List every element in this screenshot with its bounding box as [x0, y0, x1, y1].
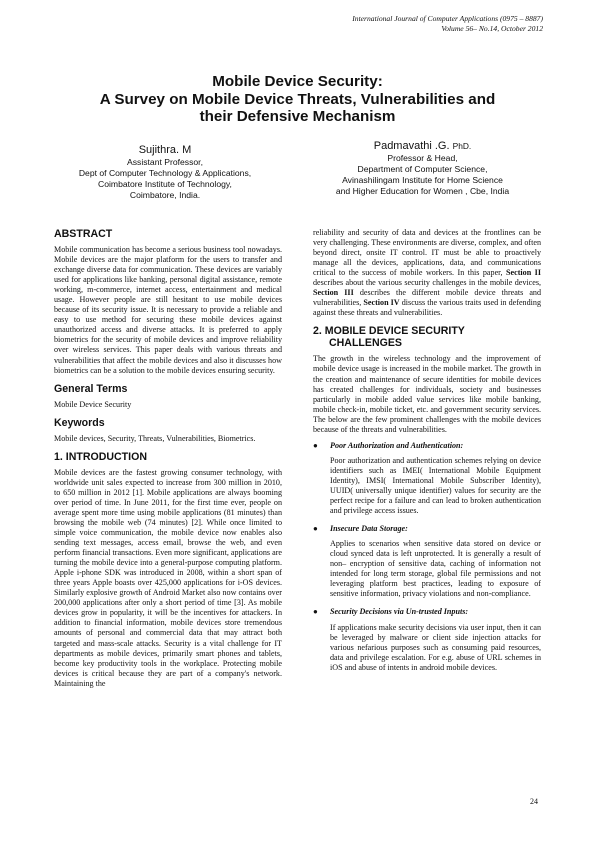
page-number: 24	[530, 797, 538, 806]
author-2-name: Padmavathi .G.	[373, 140, 450, 152]
journal-name: International Journal of Computer Applications (0975 – 8887)	[352, 14, 543, 23]
left-column	[54, 228, 282, 693]
author-2-degree: PhD.	[452, 141, 472, 151]
abstract-heading: ABSTRACT	[54, 228, 113, 240]
section-2-heading	[313, 325, 541, 349]
intro-continued-b: describes about the various security challenges in the mobile devices,	[313, 278, 541, 288]
section-2-heading-line-1: 2. MOBILE DEVICE SECURITY	[313, 325, 465, 338]
author-2-name-line	[300, 140, 545, 153]
author-2-location: and Higher Education for Women , Cbe, India	[335, 186, 510, 196]
bullet-title: Security Decisions via Un-trusted Inputs:	[330, 607, 469, 617]
title-line-1: Mobile Device Security:	[212, 73, 383, 90]
section-iv-ref: Section IV	[363, 298, 400, 308]
bullet-item	[313, 441, 541, 451]
general-terms-text: Mobile Device Security	[54, 399, 132, 409]
keywords-text: Mobile devices, Security, Threats, Vulnerabilities, Biometrics.	[54, 433, 256, 443]
author-1-location: Coimbatore, India.	[129, 190, 201, 200]
title-line-3: their Defensive Mechanism	[199, 108, 396, 126]
introduction-text: Mobile devices are the fastest growing consumer technology, with worldwide unit sales expected to increase from 300 million in 2010, to 650 million in 2012 [1]. Mobile applications are always booming over period of time. In June 2011, for the first time ever, people on average spent more time using mobile applications (81 minutes) than browsing the mobile web (74 minutes) [2]. While once limited to simple voice communication, the mobile device now enables also sending text messages, access email, browse the web, and even perform financial transactions. Even more significant, applications are turning the mobile device into a general-purpose computing platform. Apple i-phone SDK was introduced in 2008, within a short span of three years Apple boasts over 425,000 applications for i-OS devices. Similarly explosive growth of Android Market also now contains over 200,000 applications after only a short period of time [3]. As mobile devices grow in popularity, it will be the incentives for attackers. In addition to financial information, mobile devices store tremendous amounts of personal and commercial data that may attract both targeted and mass-scale attacks. Security is a vital challenge for IT departments as mobile devices, primarily smart phones and tablets, become key productivity tools in the workplace. Protecting mobile devices is critical because they are part of a company's network. Maintaining the	[54, 467, 282, 688]
keywords-heading: Keywords	[54, 416, 105, 429]
section-iii-ref: Section III	[313, 288, 354, 298]
journal-volume: Volume 56– No.14, October 2012	[441, 23, 543, 33]
author-2-department: Department of Computer Science,	[357, 164, 488, 174]
author-1-name: Sujithra. M	[138, 144, 192, 156]
section-2-heading-line-2: CHALLENGES	[329, 337, 402, 350]
section-2-text: The growth in the wireless technology and the improvement of mobile device usage is increased in the mobile market. The growth in the creation and maintenance of secure identities for mobile devices has created challenges for individuals, society and businesses particularly in mobile added value services like mobile banking, mobile check-in, mobile ticket, etc. and government security services. The below are the few prominent challenges with the mobile devices because of the threats and vulnerabilities.	[313, 354, 541, 434]
bullet-title: Insecure Data Storage:	[330, 524, 408, 534]
introduction-continued	[313, 228, 541, 318]
intro-continued-a: reliability and security of data and devices at the frontlines can be very challenging. These environments are diverse, complex, and often beyond direct, onsite IT control. IT must be able to proactively manage all the devices, applications, data, and communications critical to the success of mobile workers. In this paper,	[313, 228, 541, 278]
bullet-title: Poor Authorization and Authentication:	[330, 440, 464, 450]
bullet-icon: ●	[313, 440, 318, 450]
title-line-2: A Survey on Mobile Device Threats, Vulnerabilities and	[99, 90, 496, 108]
author-1-institute: Coimbatore Institute of Technology,	[98, 179, 232, 189]
bullet-item	[313, 524, 541, 534]
author-block-2	[300, 140, 545, 197]
author-2-position: Professor & Head,	[387, 153, 458, 163]
bullet-item	[313, 607, 541, 617]
author-block-1	[60, 144, 270, 201]
author-1-department: Dept of Computer Technology & Applications,	[78, 168, 252, 178]
intro-continued-c: describes the different mobile device threats and vulnerabilities,	[313, 288, 542, 308]
paper-title	[40, 73, 555, 126]
author-1-position: Assistant Professor,	[127, 157, 203, 167]
bullet-body: Poor authorization and authentication schemes relying on device identifiers such as IMEI( International Mobile Equipment Identity), IMSI( International Mobile Subscriber Identity), UUID( universally unique identifier) values for security are the perfect recipe for a failure and can lead to broken authentication and privilege access issues.	[330, 455, 541, 516]
bullet-icon: ●	[313, 524, 318, 534]
abstract-text: Mobile communication has become a serious business tool nowadays. Mobile devices are the major platform for the users to transfer and exchange diverse data for communication. These devices are variably used for applications like banking, personal digital assistance, remote working, m-commerce, internet access, entertainment and medical usage. However people are still hesitant to use mobile devices because of its security issue. It is necessary to provide a reliable and easy to use method for securing these mobile devices against unauthorized access and diverse attacks. It is preferred to apply biometrics for the security of mobile devices and improve reliability over wireless services. This paper deals with various threats and vulnerabilities that affect the mobile devices and also it discusses how biometrics can be a solution to the mobile devices ensuring security.	[54, 245, 282, 375]
introduction-heading: 1. INTRODUCTION	[54, 450, 147, 463]
section-ii-ref: Section II	[506, 268, 541, 278]
right-column	[313, 228, 541, 681]
general-terms-heading: General Terms	[54, 382, 128, 395]
author-2-institute: Avinashilingam Institute for Home Science	[342, 175, 503, 185]
bullet-body: If applications make security decisions via user input, then it can be leveraged by malware or client side injection attacks for various nefarious purposes such as consuming paid resources, data and privilege escalation. For e.g. abuse of URL schemes in iOS and abuse of intents in android mobile devices.	[330, 622, 541, 672]
bullet-icon: ●	[313, 607, 318, 617]
journal-header	[352, 14, 543, 33]
bullet-body: Applies to scenarios when sensitive data stored on device or cloud synced data is left unprotected. It is generally a result of non– encryption of sensitive data, caching of information not intended for long term storage, global file permissions and not leveraging platform best practices, leading to exposure of sensitive information, privacy violations and non-compliance.	[330, 539, 541, 599]
intro-continued-d: discuss the various traits used in defending against these threats and vulnerabilities.	[313, 298, 541, 318]
